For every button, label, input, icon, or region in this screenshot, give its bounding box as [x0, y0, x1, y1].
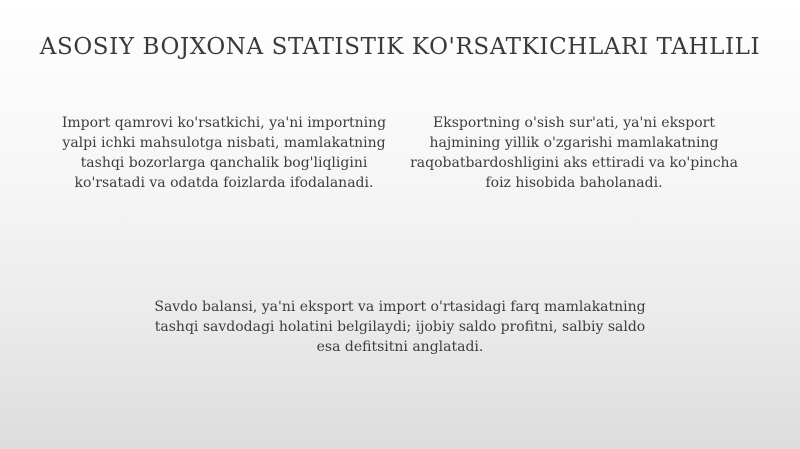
paragraph-trade-balance: Savdo balansi, ya'ni eksport va import o'rtasidagi farq mamlakatning tashqi savdodagi holatini belgilaydi; ijobiy saldo profitni, salbiy saldo esa defitsitni anglatadi. [154, 299, 646, 355]
paragraph-import-coverage: Import qamrovi ko'rsatkichi, ya'ni importning yalpi ichki mahsulotga nisbati, mamlakatning tashqi bozorlarga qanchalik bog'liqligini ko'rsatadi va odatda foizlarda ifodalanadi. [61, 115, 387, 191]
slide-title: ASOSIY BOJXONA STATISTIK KO'RSATKICHLARI TAHLILI [39, 34, 761, 60]
paragraph-export-growth: Eksportning o'sish sur'ati, ya'ni eksport hajmining yillik o'zgarishi mamlakatning raqobatbardoshligini aks ettiradi va ko'pincha foiz hisobida baholanadi. [410, 115, 738, 191]
